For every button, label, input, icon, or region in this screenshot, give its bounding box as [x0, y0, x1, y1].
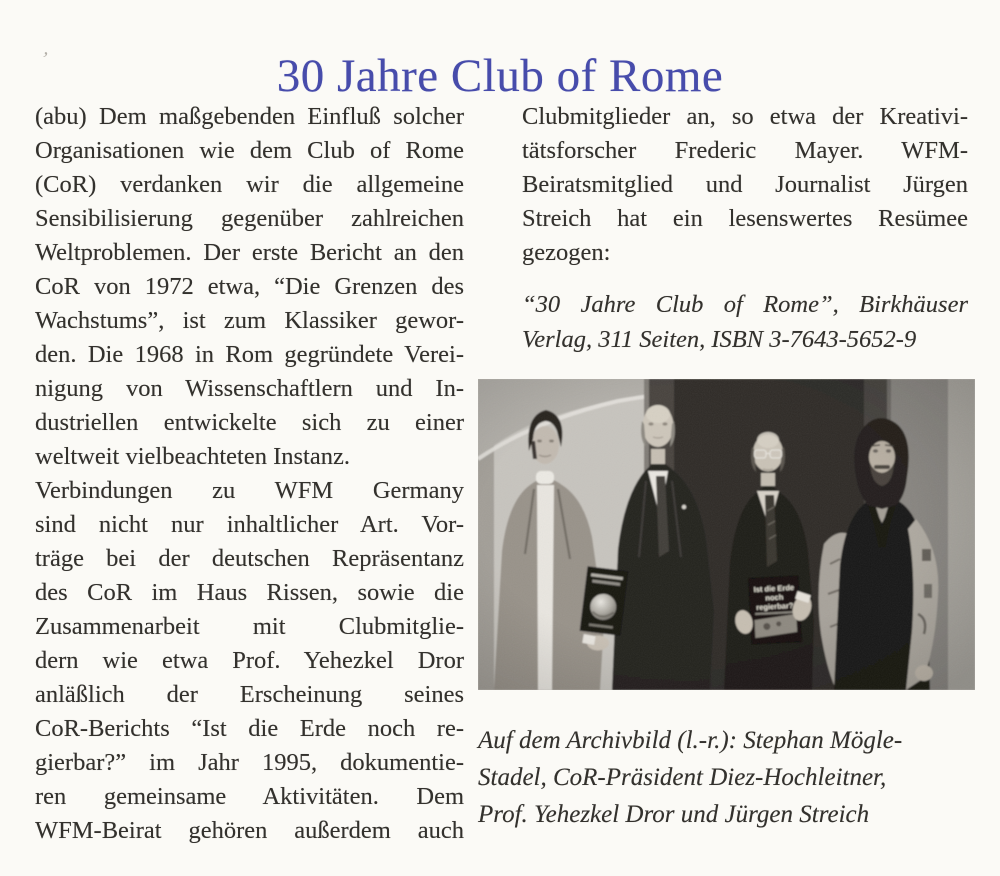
- text-line: gezogen:: [522, 239, 611, 266]
- text-line: WFM-Beirat gehören außerdem auch: [35, 817, 464, 844]
- text-line: Verbindungen zu WFM Germany: [35, 477, 464, 504]
- text-line: ren gemeinsame Aktivitäten. Dem: [35, 783, 464, 810]
- text-line: des CoR im Haus Rissen, sowie die: [35, 579, 464, 606]
- text-line: träge bei der deutschen Repräsentanz: [35, 545, 464, 572]
- text-line: Organisationen wie dem Club of Rome: [35, 137, 464, 164]
- text-line: (abu) Dem maßgebenden Einfluß solcher: [35, 103, 464, 130]
- text-line: anläßlich der Erscheinung seines: [35, 681, 464, 708]
- citation-line: “30 Jahre Club of Rome”, Birkhäuser: [522, 291, 968, 318]
- text-line: CoR-Berichts “Ist die Erde noch re-: [35, 715, 464, 742]
- photo-grain: [478, 379, 975, 690]
- citation-line: Verlag, 311 Seiten, ISBN 3-7643-5652-9: [522, 326, 917, 353]
- right-column: [522, 100, 968, 270]
- text-line: Beiratsmitglied und Journalist Jürgen: [522, 171, 968, 198]
- photo-caption: [478, 722, 983, 833]
- left-column: [35, 100, 464, 848]
- text-line: Wachstums”, ist zum Klassiker gewor-: [35, 307, 464, 334]
- text-line: Clubmitglieder an, so etwa der Kreativi-: [522, 103, 968, 130]
- text-line: CoR von 1972 etwa, “Die Grenzen des: [35, 273, 464, 300]
- scan-artifact: ʼ: [38, 47, 49, 71]
- text-line: dern wie etwa Prof. Yehezkel Dror: [35, 647, 464, 674]
- caption-line: Stadel, CoR-Präsident Diez-Hochleitner,: [478, 764, 887, 791]
- text-line: dustriellen entwickelte sich zu einer: [35, 409, 464, 436]
- text-line: Weltproblemen. Der erste Bericht an den: [35, 239, 464, 266]
- archive-photo-graphic: [478, 379, 975, 690]
- text-line: weltweit vielbeachteten Instanz.: [35, 443, 350, 470]
- article-title: 30 Jahre Club of Rome: [276, 50, 724, 103]
- archive-photo: [478, 379, 975, 690]
- text-line: nigung von Wissenschaftlern und In-: [35, 375, 464, 402]
- text-line: Streich hat ein lesenswertes Resümee: [522, 205, 968, 232]
- text-line: tätsforscher Frederic Mayer. WFM-: [522, 137, 968, 164]
- text-line: den. Die 1968 in Rom gegründete Verei-: [35, 341, 464, 368]
- text-line: (CoR) verdanken wir die allgemeine: [35, 171, 464, 198]
- text-line: sind nicht nur inhaltlicher Art. Vor-: [35, 511, 464, 538]
- caption-line: Auf dem Archivbild (l.-r.): Stephan Mögle-: [478, 727, 903, 754]
- text-line: gierbar?” im Jahr 1995, dokumentie-: [35, 749, 464, 776]
- text-line: Zusammenarbeit mit Clubmitglie-: [35, 613, 464, 640]
- book-citation: [522, 287, 968, 357]
- text-line: Sensibilisierung gegenüber zahlreichen: [35, 205, 464, 232]
- caption-line: Prof. Yehezkel Dror und Jürgen Streich: [478, 801, 870, 828]
